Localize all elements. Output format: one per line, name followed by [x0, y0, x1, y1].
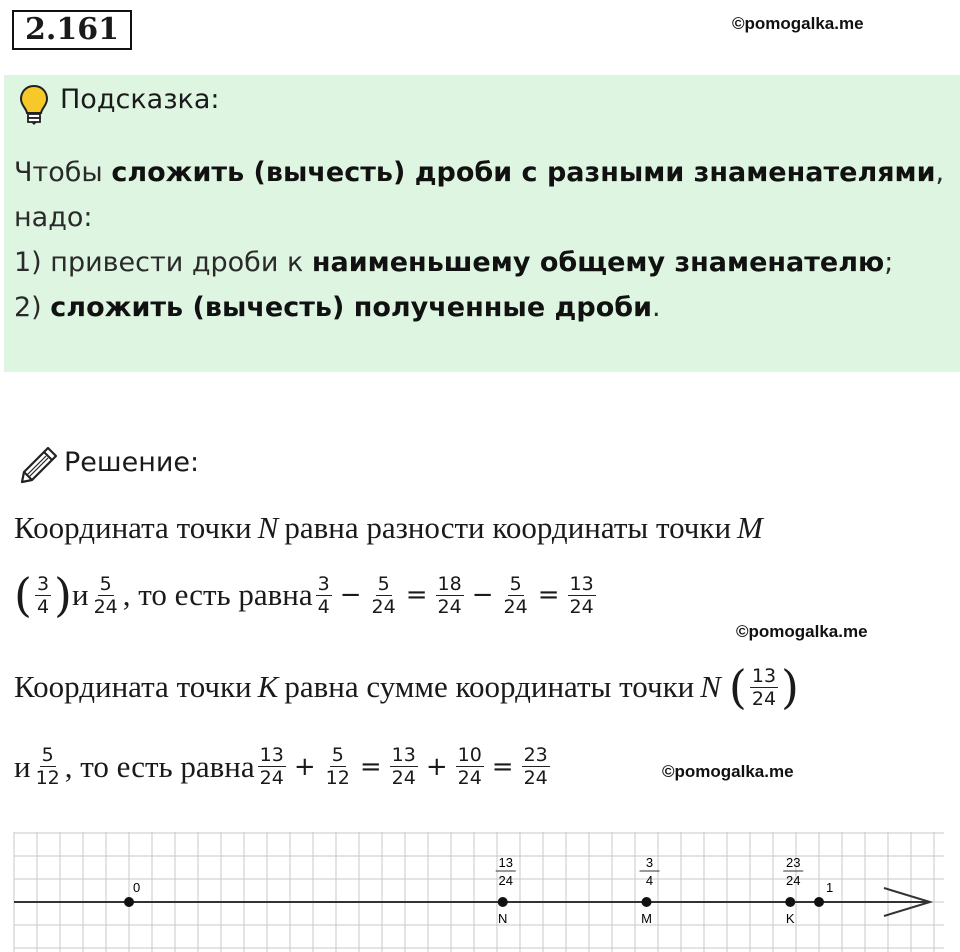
number-line-figure — [0, 828, 960, 952]
lightbulb-icon — [18, 84, 50, 126]
one-label: 1 — [826, 880, 834, 895]
grid-background — [14, 832, 944, 952]
watermark: ©pomogalka.me — [662, 762, 794, 781]
point-zero — [124, 897, 134, 907]
watermark: ©pomogalka.me — [732, 14, 864, 33]
watermark: ©pomogalka.me — [736, 622, 868, 641]
hint-line-4: 2) сложить (вычесть) полученные дроби. — [14, 292, 661, 323]
hint-line-2: надо: — [14, 202, 93, 233]
point-label-k: K — [785, 911, 795, 926]
point-label-n: N — [498, 911, 508, 926]
hint-title: Подсказка: — [60, 84, 220, 115]
solution-line-3: Координата точки K равна сумме координаты точки N ( $\frac{13}{24}$ ) — [14, 660, 799, 714]
point-n — [498, 897, 508, 907]
solution-title: Решение: — [64, 447, 200, 478]
pencil-icon — [18, 444, 60, 486]
hint-text — [14, 150, 954, 330]
point-k — [785, 897, 795, 907]
solution-line-1: Координата точки N равна разности координаты точки M — [14, 510, 763, 545]
point-value-numerator: 13 — [498, 855, 513, 870]
hint-line-3: 1) привести дроби к наименьшему общему знаменателю; — [14, 247, 894, 278]
point-value-denominator: 4 — [645, 873, 654, 888]
hint-line-1: Чтобы сложить (вычесть) дроби с разными знаменателями, — [14, 157, 945, 188]
zero-label: 0 — [133, 880, 141, 895]
point-one — [814, 897, 824, 907]
solution-line-4: и $\frac{5}{12}$ , то есть равна $\frac{13}{24}$ + $\frac{5}{12}$ = $\frac{13}{24}$ + $\frac{10}{24}$ = $\frac{23}{24}$ — [14, 744, 548, 789]
point-value-denominator: 24 — [498, 873, 513, 888]
point-value-numerator: 3 — [645, 855, 654, 870]
point-value-numerator: 23 — [786, 855, 801, 870]
task-number: 2.161 — [12, 10, 132, 50]
solution-line-2: ( $\frac{3}{4}$ ) и $\frac{5}{24}$ , то есть равна $\frac{3}{4}$ − $\frac{5}{24}$ = $\frac{18}{24}$ − $\frac{5}{24}$ = $\frac{13}{24}$ — [14, 568, 594, 622]
point-m — [642, 897, 652, 907]
point-value-denominator: 24 — [786, 873, 801, 888]
point-label-m: M — [641, 911, 652, 926]
